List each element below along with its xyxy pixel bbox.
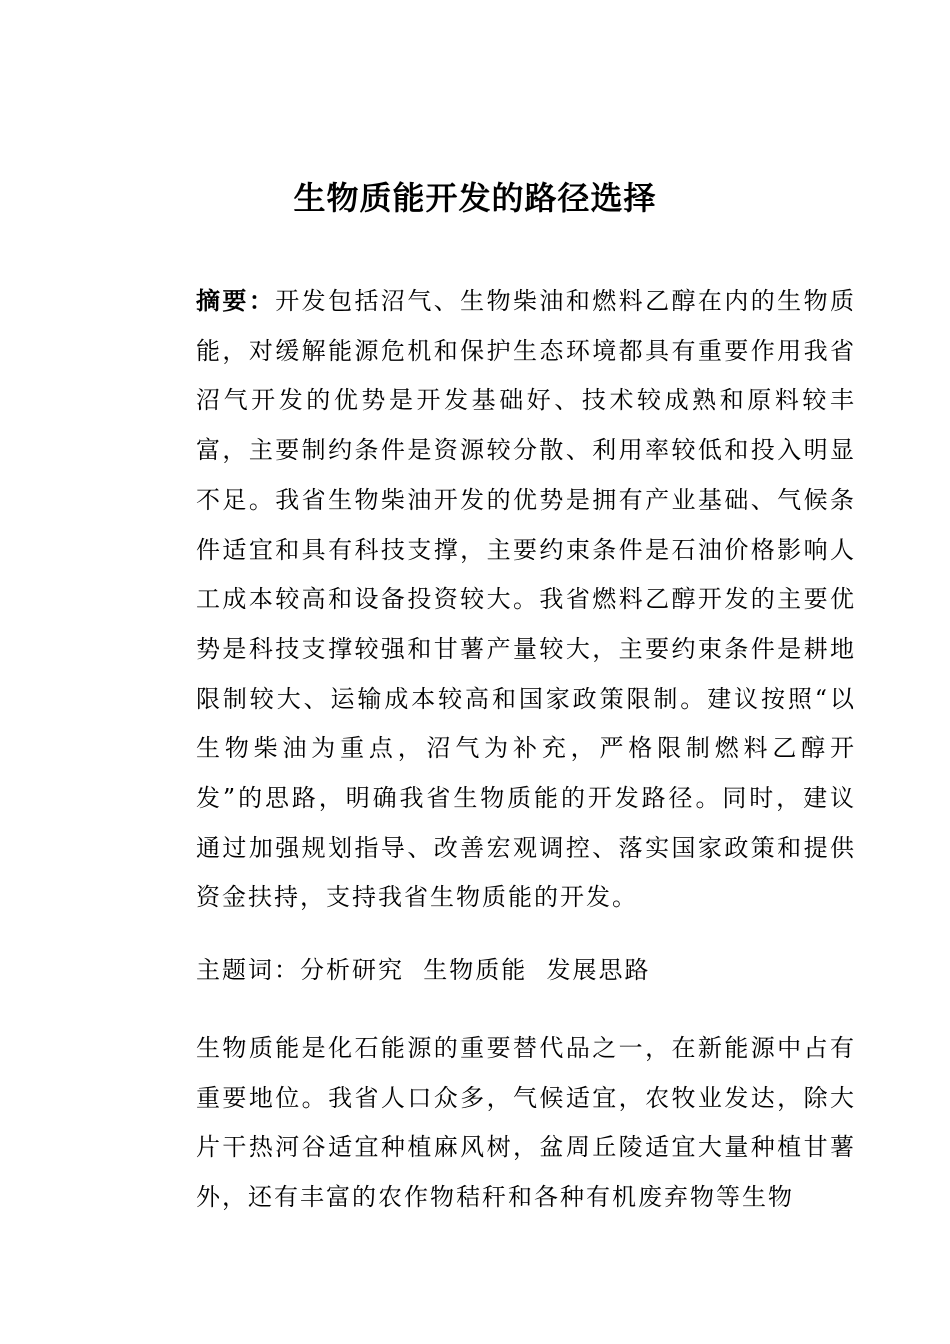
keywords-label: 主题词： [196,956,300,984]
abstract-label: 摘要： [196,286,276,315]
document-title: 生物质能开发的路径选择 [293,179,657,217]
intro-paragraph: 生物质能是化石能源的重要替代品之一，在新能源中占有重要地位。我省人口众多，气候适宜，农牧业发达，除大片干热河谷适宜种植麻风树，盆周丘陵适宜大量种植甘薯外，还有丰富的农作物秸秆和各种有机废弃物等生物 [196,1034,856,1212]
abstract-text: 开发包括沼气、生物柴油和燃料乙醇在内的生物质能，对缓解能源危机和保护生态环境都具有重要作用我省沼气开发的优势是开发基础好、技术较成熟和原料较丰富，主要制约条件是资源较分散、利用率较低和投入明显不足。我省生物柴油开发的优势是拥有产业基础、气候条件适宜和具有科技支撑，主要约束条件是石油价格影响人工成本较高和设备投资较大。我省燃料乙醇开发的主要优势是科技支撑较强和甘薯产量较大，主要约束条件是耕地限制较大、运输成本较高和国家政策限制。建议按照“以生物柴油为重点，沼气为补充，严格限制燃料乙醇开发”的思路，明确我省生物质能的开发路径。同时，建议通过加强规划指导、改善宏观调控、落实国家政策和提供资金扶持，支持我省生物质能的开发。 [196,287,856,912]
keywords-line [146,946,856,996]
abstract-paragraph [146,276,856,923]
keywords-text: 分析研究 生物质能 发展思路 [300,956,651,984]
